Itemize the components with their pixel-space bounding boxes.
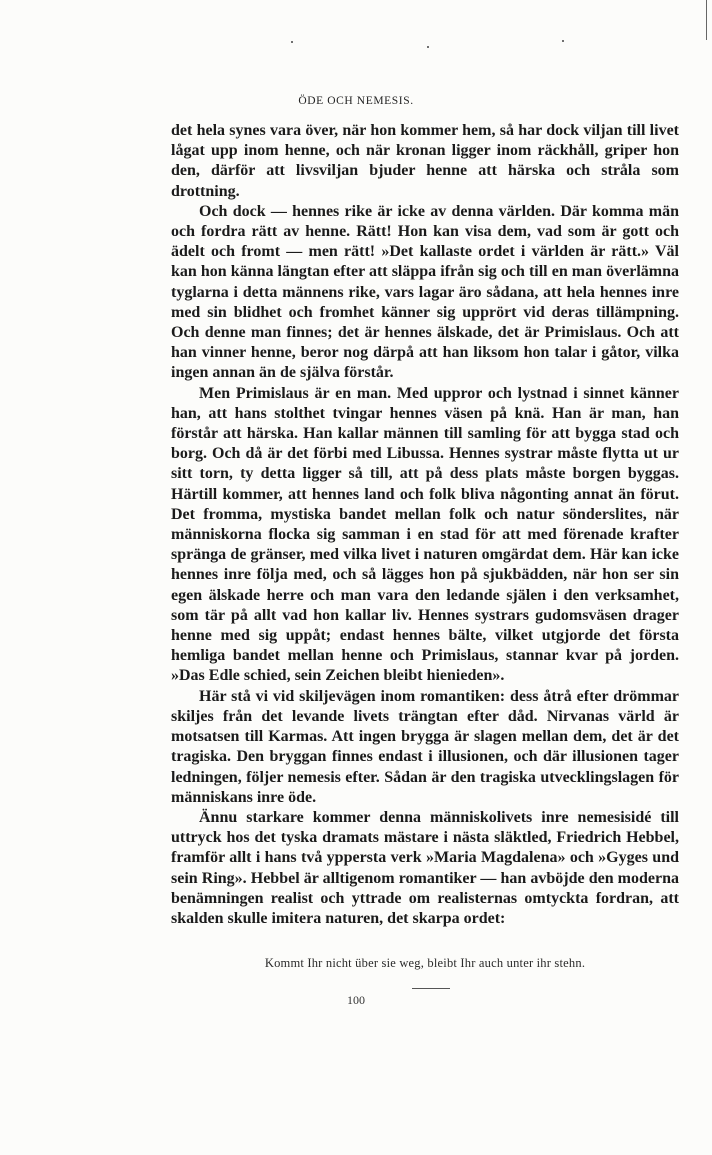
- paragraph: det hela synes vara över, när hon kommer hem, så har dock viljan till livet lågat upp inom henne, och när kronan ligger inom räckhåll, griper hon den, därför att livsviljan bjuder henne att härska och stråla som drottning.: [171, 122, 679, 200]
- page-edge-mark: [706, 0, 707, 40]
- paragraph: Här stå vi vid skiljevägen inom romantiken: dess åtrå efter drömmar skiljes från det levande livets trängtan efter dåd. Nirvanas värld är motsatsen till Karmas. Att ingen brygga är slagen mellan dem, det är det tragiska. Den bryggan finnes endast i illusionen, och där illusionen tager ledningen, följer nemesis efter. Sådan är den tragiska utvecklingslagen för människans inre öde.: [171, 687, 679, 806]
- paragraph: Ännu starkare kommer denna människolivets inre nemesisidé till uttryck hos det tyska dramats mästare i nästa släktled, Friedrich Hebbel, framför allt i hans två yppersta verk »Maria Magdalena» och »Gyges und sein Ring». Hebbel är alltigenom romantiker — han avböjde den moderna benämningen realist och yttrade om realisternas omtyckta fordran, att skalden skulle imitera naturen, det skarpa ordet:: [171, 808, 679, 927]
- paragraph: Och dock — hennes rike är icke av denna världen. Där komma män och fordra rätt av henne. Rätt! Hon kan visa dem, vad som är gott och ädelt och fromt — men rätt! »Det kallaste ordet i världen är rätt.» Väl kan hon känna längtan efter att släppa ifrån sig och till en man överlämna tyglarna i detta männens rike, vars lagar äro sådana, att hela hennes inre med sin blidhet och fromhet känner sig upprört vid deras tillämpning. Och denne man finnes; det är hennes älskade, det är Primislaus. Och att han vinner henne, beror nog därpå att han liksom hon talar i gåtor, vilka ingen annan än de själva förstår.: [171, 202, 679, 382]
- speck-mark: [562, 40, 564, 42]
- page-number: 100: [347, 993, 365, 1007]
- speck-mark: [291, 41, 293, 43]
- speck-mark: [427, 46, 429, 48]
- running-head: ÖDE OCH NEMESIS.: [298, 95, 414, 107]
- folio-rule: [412, 988, 450, 989]
- verse-quote: Kommt Ihr nicht über sie weg, bleibt Ihr auch unter ihr stehn.: [264, 956, 586, 970]
- body-text: [171, 121, 679, 929]
- paragraph: Men Primislaus är en man. Med uppror och lystnad i sinnet känner han, att hans stolthet tvingar hennes väsen på knä. Han är man, han förstår att härska. Han kallar männen till samling för att bygga stad och borg. Och då är det förbi med Libussa. Hennes systrar måste flytta ut ur sitt torn, ty detta ligger så till, att på dess plats måste borgen byggas. Härtill kommer, att hennes land och folk bliva någonting annat än förut. Det fromma, mystiska bandet mellan folk och natur sönderslites, när människorna flocka sig samman i en stad för att med förenade krafter spränga de gränser, med vilka livet i naturen omgärdat dem. Här kan icke hennes inre följa med, och så lägges hon på sjukbädden, när hon ser sin egen älskade herre och man vara den ledande själen i den verksamhet, som tär på allt vad hon kallar liv. Hennes systrars gudomsväsen drager henne med sig uppåt; endast hennes bälte, vilket utgjorde det första hemliga bandet mellan henne och Primislaus, stannar kvar på jorden. »Das Edle schied, sein Zeichen bleibt hienieden».: [171, 384, 679, 685]
